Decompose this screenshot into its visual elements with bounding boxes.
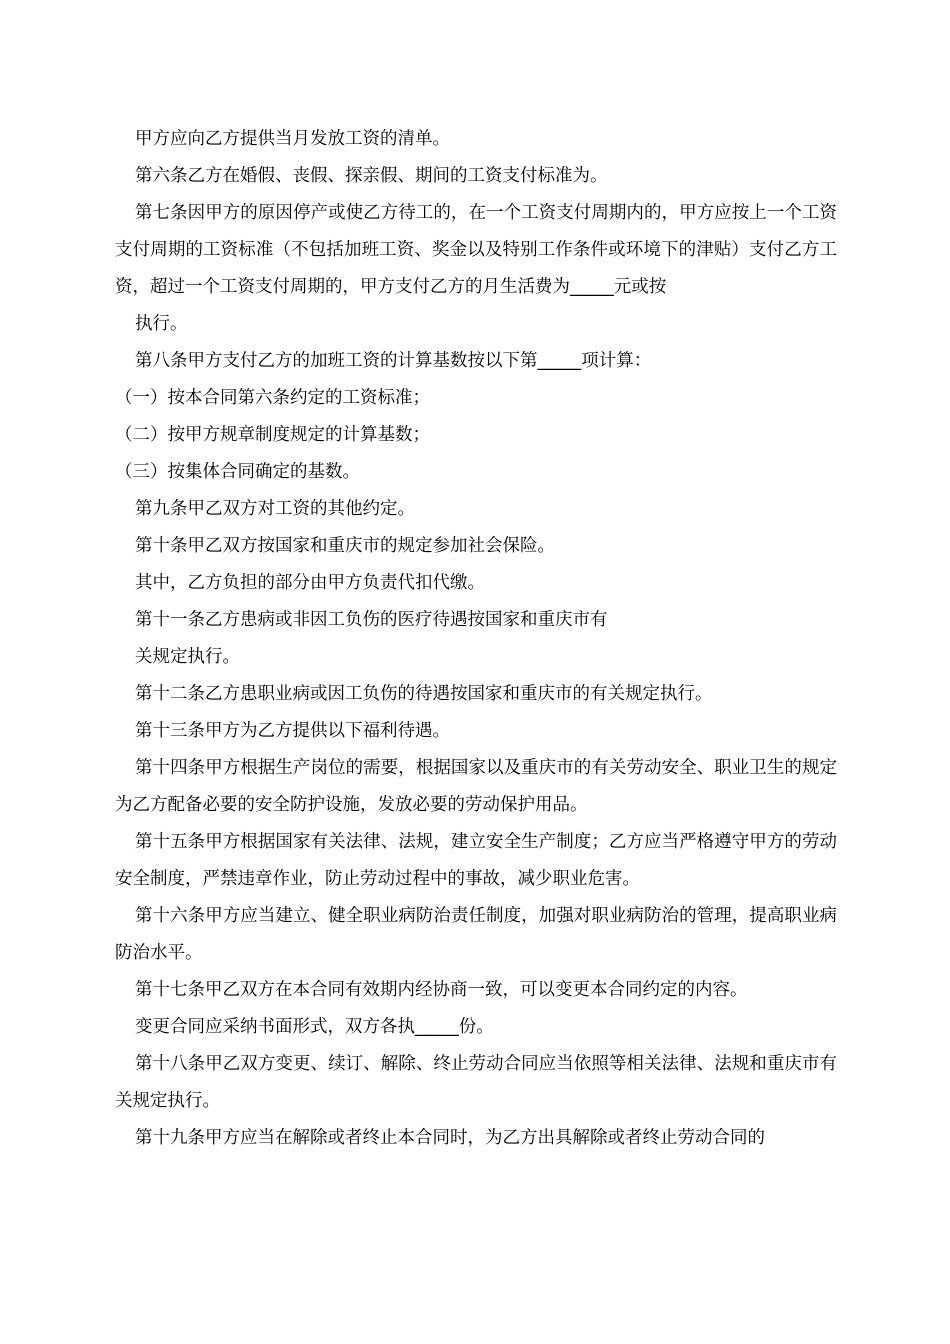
paragraph-article-17-copies: 变更合同应采纳书面形式，双方各执_____份。: [135, 1017, 494, 1037]
paragraph-article-11-continued: 关规定执行。: [135, 647, 240, 667]
paragraph-article-10-note: 其中，乙方负担的部分由甲方负责代扣代缴。: [135, 573, 485, 593]
paragraph-salary-list: 甲方应向乙方提供当月发放工资的清单。: [135, 129, 450, 149]
paragraph-article-6: 第六条乙方在婚假、丧假、探亲假、期间的工资支付标准为。: [135, 166, 608, 186]
paragraph-article-7: 第七条因甲方的原因停产或使乙方待工的，在一个工资支付周期内的，甲方应按上一个工资支付周期的工资标准（不包括加班工资、奖金以及特别工作条件或环境下的津贴）支付乙方工资，超过一个工资支付周期的，甲方支付乙方的月生活费为_____元或按: [115, 203, 837, 297]
paragraph-article-8-item-1: （一）按本合同第六条约定的工资标准；: [115, 388, 430, 408]
paragraph-article-8-item-3: （三）按集体合同确定的基数。: [115, 462, 360, 482]
paragraph-article-13: 第十三条甲方为乙方提供以下福利待遇。: [135, 721, 450, 741]
paragraph-article-8-item-2: （二）按甲方规章制度规定的计算基数；: [115, 425, 430, 445]
paragraph-article-12: 第十二条乙方患职业病或因工负伤的待遇按国家和重庆市的有关规定执行。: [135, 684, 713, 704]
paragraph-article-17: 第十七条甲乙双方在本合同有效期内经协商一致，可以变更本合同约定的内容。: [135, 980, 748, 1000]
paragraph-article-11: 第十一条乙方患病或非因工负伤的医疗待遇按国家和重庆市有: [135, 610, 608, 630]
paragraph-article-14: 第十四条甲方根据生产岗位的需要，根据国家以及重庆市的有关劳动安全、职业卫生的规定为乙方配备必要的安全防护设施，发放必要的劳动保护用品。: [115, 758, 837, 815]
document-body: [115, 121, 837, 1157]
paragraph-article-15: 第十五条甲方根据国家有关法律、法规，建立安全生产制度；乙方应当严格遵守甲方的劳动安全制度，严禁违章作业，防止劳动过程中的事故，减少职业危害。: [115, 832, 837, 889]
paragraph-article-9: 第九条甲乙双方对工资的其他约定。: [135, 499, 415, 519]
paragraph-article-10: 第十条甲乙双方按国家和重庆市的规定参加社会保险。: [135, 536, 555, 556]
paragraph-article-7-continued: 执行。: [135, 314, 188, 334]
paragraph-article-8: 第八条甲方支付乙方的加班工资的计算基数按以下第_____项计算：: [135, 351, 652, 371]
paragraph-article-16: 第十六条甲方应当建立、健全职业病防治责任制度，加强对职业病防治的管理，提高职业病防治水平。: [115, 906, 837, 963]
paragraph-article-19: 第十九条甲方应当在解除或者终止本合同时，为乙方出具解除或者终止劳动合同的: [135, 1128, 765, 1148]
paragraph-article-18: 第十八条甲乙双方变更、续订、解除、终止劳动合同应当依照等相关法律、法规和重庆市有关规定执行。: [115, 1054, 837, 1111]
